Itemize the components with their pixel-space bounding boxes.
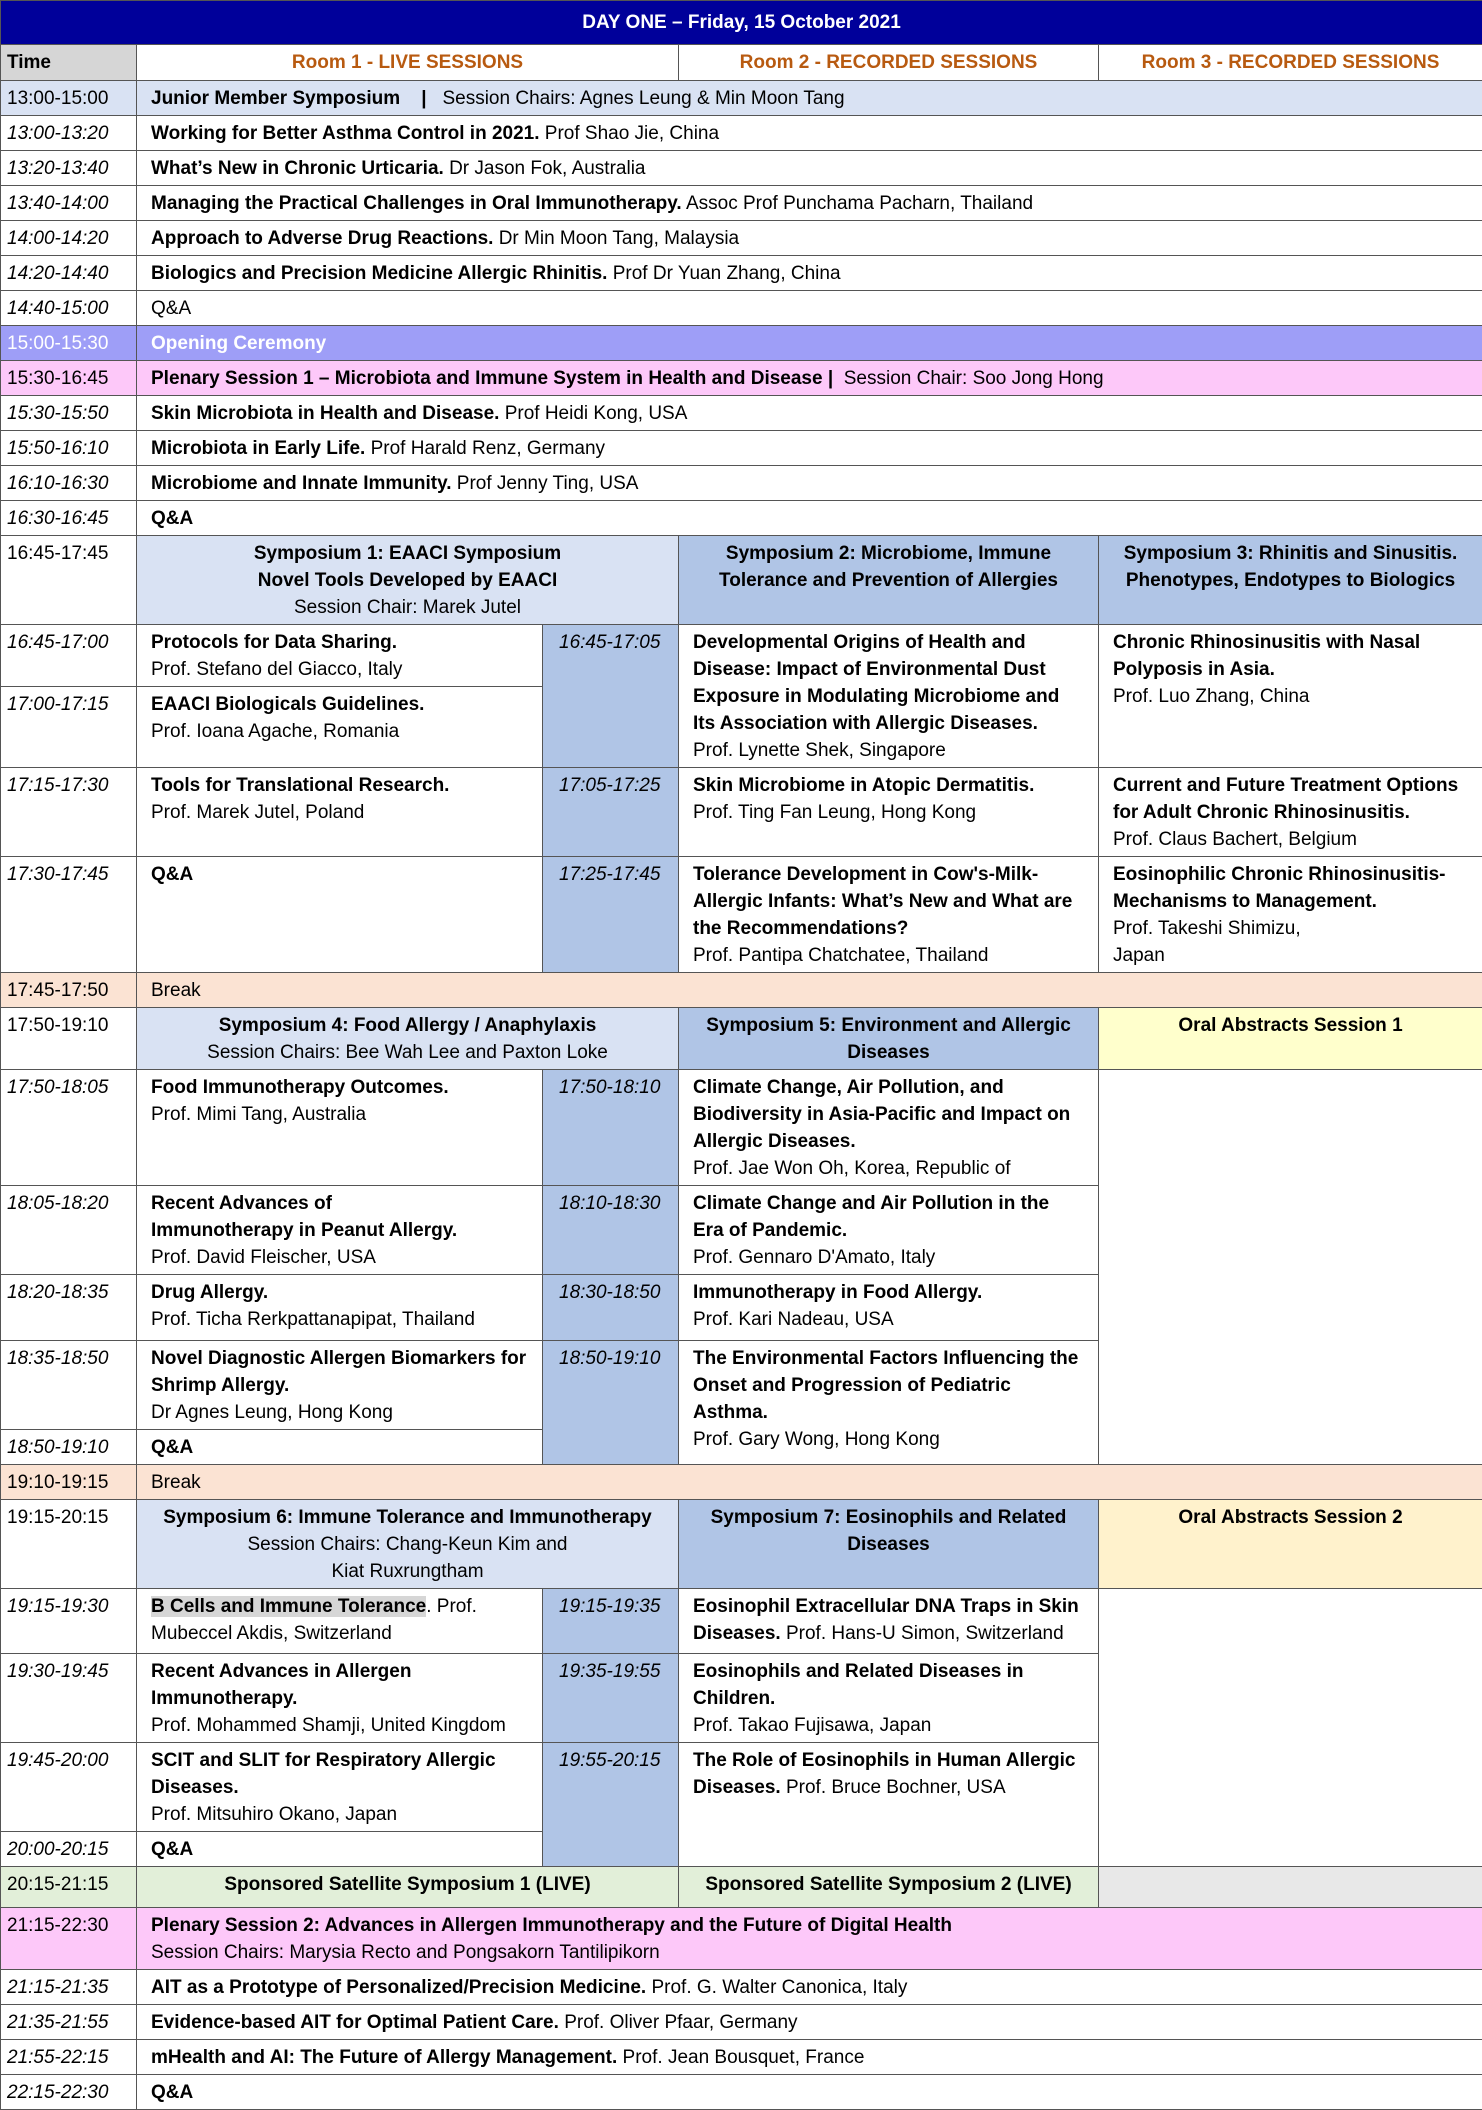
talk-speaker: Prof. Kari Nadeau, USA <box>693 1309 894 1330</box>
break-label: Break <box>137 973 1482 1008</box>
talk-title: Exposure in Modulating Microbiome and <box>693 686 1059 707</box>
symposium-7-header <box>679 1500 1099 1589</box>
talk-time: 16:45-17:00 <box>1 625 137 687</box>
talk-speaker: Prof. David Fleischer, USA <box>151 1247 376 1268</box>
talk-title-highlighted: B Cells and Immune Tolerance <box>151 1596 426 1617</box>
symposium-3-header <box>1099 536 1482 625</box>
symposium-title-line: Symposium 6: Immune Tolerance and Immunotherapy <box>163 1507 651 1528</box>
talk <box>137 2040 1482 2075</box>
talk-time: 18:20-18:35 <box>1 1275 137 1341</box>
talk <box>137 116 1482 151</box>
talk-speaker: Japan <box>1113 945 1165 966</box>
room2-talk-time: 19:55-20:15 <box>543 1743 679 1867</box>
talk <box>137 1186 543 1275</box>
oral-abstracts-1-header <box>1099 1008 1482 1070</box>
talk-title: Climate Change, Air Pollution, and <box>693 1077 1004 1098</box>
talk <box>137 687 543 768</box>
plenary-title <box>137 1908 1482 1970</box>
session-chairs: Session Chairs: Agnes Leung & Min Moon Tang <box>442 88 844 109</box>
talk-title: Shrimp Allergy. <box>151 1375 289 1396</box>
talk <box>137 768 543 857</box>
symposium-title-line: Phenotypes, Endotypes to Biologics <box>1126 570 1455 591</box>
break-time: 19:10-19:15 <box>1 1465 137 1500</box>
symposium-title-line: Diseases <box>847 1042 929 1063</box>
talk-title: Working for Better Asthma Control in 2021. <box>151 123 540 144</box>
room2-talk-time: 18:30-18:50 <box>543 1275 679 1341</box>
talk-speaker: Prof. Jae Won Oh, Korea, Republic of <box>693 1158 1011 1179</box>
talk-title: Immunotherapy in Food Allergy. <box>693 1282 982 1303</box>
qa-text: Q&A <box>151 864 193 885</box>
session-time: 20:15-21:15 <box>1 1867 137 1908</box>
talk-speaker: Prof. Jean Bousquet, France <box>623 2047 865 2068</box>
talk <box>137 221 1482 256</box>
talk <box>137 431 1482 466</box>
talk-speaker: Prof. Ting Fan Leung, Hong Kong <box>693 802 976 823</box>
separator: | <box>421 88 426 109</box>
session-time: 16:45-17:45 <box>1 536 137 625</box>
talk <box>1099 625 1482 768</box>
talk-title: What’s New in Chronic Urticaria. <box>151 158 444 179</box>
talk-speaker: Prof. Oliver Pfaar, Germany <box>564 2012 797 2033</box>
symposium-title-line: Symposium 4: Food Allergy / Anaphylaxis <box>219 1015 597 1036</box>
talk <box>137 466 1482 501</box>
talk-speaker: Prof. Gary Wong, Hong Kong <box>693 1429 940 1450</box>
separator: | <box>828 368 833 389</box>
talk <box>137 396 1482 431</box>
qa-label <box>137 1832 543 1867</box>
talk-time: 22:15-22:30 <box>1 2075 137 2110</box>
qa-text: Q&A <box>151 508 193 529</box>
session-time: 13:00-15:00 <box>1 81 137 116</box>
talk-speaker: Prof. Gennaro D'Amato, Italy <box>693 1247 935 1268</box>
session-chair: Session Chair: Marek Jutel <box>294 597 521 618</box>
symposium-5-header <box>679 1008 1099 1070</box>
talk-time: 17:30-17:45 <box>1 857 137 973</box>
plenary-title <box>137 361 1482 396</box>
symposium-title-line: Symposium 1: EAACI Symposium <box>254 543 561 564</box>
opening-ceremony: Opening Ceremony <box>137 326 1482 361</box>
talk-title: Children. <box>693 1688 775 1709</box>
talk <box>137 1970 1482 2005</box>
qa-label: Q&A <box>137 291 1482 326</box>
oral-abstracts-2-header <box>1099 1500 1482 1589</box>
talk-title: Evidence-based AIT for Optimal Patient Care. <box>151 2012 559 2033</box>
room2-talk-time: 18:10-18:30 <box>543 1186 679 1275</box>
talk-title: Tools for Translational Research. <box>151 775 449 796</box>
talk-time: 14:00-14:20 <box>1 221 137 256</box>
talk-title: Diseases. <box>693 1777 781 1798</box>
talk-speaker: Prof. Pantipa Chatchatee, Thailand <box>693 945 988 966</box>
talk-speaker: Mubeccel Akdis, Switzerland <box>151 1623 392 1644</box>
talk-title: The Role of Eosinophils in Human Allergic <box>693 1750 1076 1771</box>
talk-title: the Recommendations? <box>693 918 908 939</box>
talk-speaker: Dr Agnes Leung, Hong Kong <box>151 1402 393 1423</box>
talk-title: SCIT and SLIT for Respiratory Allergic <box>151 1750 496 1771</box>
talk-time: 13:20-13:40 <box>1 151 137 186</box>
talk <box>137 2005 1482 2040</box>
satellite-1 <box>137 1867 679 1908</box>
symposium-title-line: Tolerance and Prevention of Allergies <box>719 570 1058 591</box>
talk <box>137 1589 543 1654</box>
room2-talk-time: 19:35-19:55 <box>543 1654 679 1743</box>
talk-title: Immunotherapy. <box>151 1688 297 1709</box>
talk-title: Diseases. <box>693 1623 781 1644</box>
talk-speaker: Prof. Takao Fujisawa, Japan <box>693 1715 931 1736</box>
talk-speaker: Prof. G. Walter Canonica, Italy <box>651 1977 907 1998</box>
talk-title: Climate Change and Air Pollution in the <box>693 1193 1049 1214</box>
talk <box>679 1589 1099 1654</box>
time-column-header: Time <box>1 45 137 81</box>
talk-speaker: Prof Heidi Kong, USA <box>505 403 688 424</box>
talk-time: 17:50-18:05 <box>1 1070 137 1186</box>
satellite-title: Sponsored Satellite Symposium 2 (LIVE) <box>705 1874 1071 1895</box>
talk-speaker: Prof Jenny Ting, USA <box>457 473 639 494</box>
qa-label <box>137 1430 543 1465</box>
symposium-title-line: Diseases <box>847 1534 929 1555</box>
talk-title: Asthma. <box>693 1402 768 1423</box>
session-time: 15:00-15:30 <box>1 326 137 361</box>
talk-title: Allergic Diseases. <box>693 1131 856 1152</box>
talk-time: 18:50-19:10 <box>1 1430 137 1465</box>
talk-time: 21:35-21:55 <box>1 2005 137 2040</box>
talk-speaker: Prof. Hans-U Simon, Switzerland <box>786 1623 1064 1644</box>
talk-title: Onset and Progression of Pediatric <box>693 1375 1011 1396</box>
talk <box>679 1743 1099 1867</box>
talk-speaker: Prof. Ioana Agache, Romania <box>151 721 399 742</box>
talk <box>137 1341 543 1430</box>
talk-speaker: Assoc Prof Punchama Pacharn, Thailand <box>686 193 1033 214</box>
talk-speaker: Prof Shao Jie, China <box>545 123 719 144</box>
talk <box>679 768 1099 857</box>
oral-abstracts-1-body <box>1099 1070 1482 1465</box>
session-time: 19:15-20:15 <box>1 1500 137 1589</box>
plenary-name: Plenary Session 2: Advances in Allergen Immunotherapy and the Future of Digital Health <box>151 1915 952 1936</box>
talk-time: 17:00-17:15 <box>1 687 137 768</box>
satellite-2 <box>679 1867 1099 1908</box>
oral-abstracts-title: Oral Abstracts Session 2 <box>1178 1507 1402 1528</box>
talk-time: 13:00-13:20 <box>1 116 137 151</box>
room1-header: Room 1 - LIVE SESSIONS <box>137 45 679 81</box>
talk-speaker: Prof. Mimi Tang, Australia <box>151 1104 366 1125</box>
talk-speaker: Prof. Mitsuhiro Okano, Japan <box>151 1804 397 1825</box>
session-chairs: Session Chairs: Chang-Keun Kim and <box>247 1534 567 1555</box>
break-label: Break <box>137 1465 1482 1500</box>
talk-title: Approach to Adverse Drug Reactions. <box>151 228 493 249</box>
room2-talk-time: 18:50-19:10 <box>543 1341 679 1465</box>
talk-title: Eosinophil Extracellular DNA Traps in Skin <box>693 1596 1079 1617</box>
talk-title: Disease: Impact of Environmental Dust <box>693 659 1046 680</box>
symposium-title-line: Symposium 2: Microbiome, Immune <box>726 543 1051 564</box>
talk <box>679 857 1099 973</box>
talk-title: Food Immunotherapy Outcomes. <box>151 1077 449 1098</box>
talk-speaker: Dr Jason Fok, Australia <box>449 158 645 179</box>
talk-time: 20:00-20:15 <box>1 1832 137 1867</box>
symposium-1-header <box>137 536 679 625</box>
qa-text: Q&A <box>151 1437 193 1458</box>
talk-time: 18:35-18:50 <box>1 1341 137 1430</box>
talk-speaker-prefix: . Prof. <box>426 1596 477 1617</box>
talk-title: Protocols for Data Sharing. <box>151 632 397 653</box>
talk <box>137 256 1482 291</box>
break-time: 17:45-17:50 <box>1 973 137 1008</box>
talk-title: mHealth and AI: The Future of Allergy Management. <box>151 2047 617 2068</box>
talk <box>679 1186 1099 1275</box>
talk-title: Microbiota in Early Life. <box>151 438 365 459</box>
talk-time: 18:05-18:20 <box>1 1186 137 1275</box>
session-time: 17:50-19:10 <box>1 1008 137 1070</box>
talk <box>679 625 1099 768</box>
talk-speaker: Prof. Lynette Shek, Singapore <box>693 740 946 761</box>
satellite-title: Sponsored Satellite Symposium 1 (LIVE) <box>224 1874 590 1895</box>
talk-time: 19:30-19:45 <box>1 1654 137 1743</box>
talk <box>1099 768 1482 857</box>
talk-speaker: Prof. Stefano del Giacco, Italy <box>151 659 402 680</box>
symposium-title-line: Novel Tools Developed by EAACI <box>258 570 557 591</box>
talk <box>137 1275 543 1341</box>
talk-time: 17:15-17:30 <box>1 768 137 857</box>
talk <box>1099 857 1482 973</box>
talk-time: 16:30-16:45 <box>1 501 137 536</box>
talk-title: Skin Microbiome in Atopic Dermatitis. <box>693 775 1034 796</box>
talk-time: 14:40-15:00 <box>1 291 137 326</box>
talk-title: Biodiversity in Asia-Pacific and Impact on <box>693 1104 1070 1125</box>
talk-title: EAACI Biologicals Guidelines. <box>151 694 424 715</box>
talk-time: 13:40-14:00 <box>1 186 137 221</box>
talk-title: Eosinophils and Related Diseases in <box>693 1661 1024 1682</box>
talk-title: AIT as a Prototype of Personalized/Precision Medicine. <box>151 1977 646 1998</box>
session-time: 21:15-22:30 <box>1 1908 137 1970</box>
talk <box>137 1743 543 1832</box>
talk-title: Mechanisms to Management. <box>1113 891 1377 912</box>
symposium-title-line: Symposium 3: Rhinitis and Sinusitis. <box>1124 543 1458 564</box>
talk-title: The Environmental Factors Influencing the <box>693 1348 1078 1369</box>
talk-title: Current and Future Treatment Options <box>1113 775 1458 796</box>
talk-speaker: Prof. Bruce Bochner, USA <box>786 1777 1006 1798</box>
room2-talk-time: 16:45-17:05 <box>543 625 679 768</box>
session-chairs: Session Chairs: Bee Wah Lee and Paxton Loke <box>207 1042 608 1063</box>
talk-title: Biologics and Precision Medicine Allergic Rhinitis. <box>151 263 607 284</box>
talk <box>679 1341 1099 1465</box>
talk-speaker: Prof. Claus Bachert, Belgium <box>1113 829 1357 850</box>
talk-time: 16:10-16:30 <box>1 466 137 501</box>
talk-title: Era of Pandemic. <box>693 1220 847 1241</box>
talk <box>137 1070 543 1186</box>
talk-time: 15:30-15:50 <box>1 396 137 431</box>
room2-talk-time: 17:25-17:45 <box>543 857 679 973</box>
talk-time: 21:55-22:15 <box>1 2040 137 2075</box>
talk-time: 19:15-19:30 <box>1 1589 137 1654</box>
session-name: Junior Member Symposium <box>151 88 400 109</box>
talk <box>137 186 1482 221</box>
talk-title: for Adult Chronic Rhinosinusitis. <box>1113 802 1410 823</box>
talk-title: Skin Microbiota in Health and Disease. <box>151 403 499 424</box>
empty-cell <box>1099 1867 1482 1908</box>
talk-title: Allergic Infants: What’s New and What are <box>693 891 1072 912</box>
talk-time: 14:20-14:40 <box>1 256 137 291</box>
talk-title: Managing the Practical Challenges in Oral Immunotherapy. <box>151 193 682 214</box>
talk-title: Drug Allergy. <box>151 1282 268 1303</box>
symposium-4-header <box>137 1008 679 1070</box>
talk-title: Microbiome and Innate Immunity. <box>151 473 452 494</box>
talk-speaker: Prof Harald Renz, Germany <box>371 438 605 459</box>
plenary-name: Plenary Session 1 – Microbiota and Immune System in Health and Disease <box>151 368 823 389</box>
talk-title: Polyposis in Asia. <box>1113 659 1275 680</box>
talk <box>679 1275 1099 1341</box>
talk <box>679 1070 1099 1186</box>
room2-header: Room 2 - RECORDED SESSIONS <box>679 45 1099 81</box>
session-chair: Session Chair: Soo Jong Hong <box>844 368 1104 389</box>
talk <box>137 1654 543 1743</box>
oral-abstracts-2-body <box>1099 1589 1482 1867</box>
symposium-6-header <box>137 1500 679 1589</box>
talk-title: Recent Advances in Allergen <box>151 1661 411 1682</box>
qa-label <box>137 857 543 973</box>
session-chairs: Session Chairs: Marysia Recto and Pongsakorn Tantilipikorn <box>151 1942 660 1963</box>
talk-title: Eosinophilic Chronic Rhinosinusitis- <box>1113 864 1446 885</box>
room2-talk-time: 17:50-18:10 <box>543 1070 679 1186</box>
talk-speaker: Prof. Takeshi Shimizu, <box>1113 918 1301 939</box>
talk-speaker: Prof. Luo Zhang, China <box>1113 686 1309 707</box>
session-title <box>137 81 1482 116</box>
day-banner: DAY ONE – Friday, 15 October 2021 <box>1 1 1482 45</box>
talk-title: Recent Advances of <box>151 1193 332 1214</box>
qa-text: Q&A <box>151 1839 193 1860</box>
session-chairs: Kiat Ruxrungtham <box>331 1561 483 1582</box>
symposium-title-line: Symposium 7: Eosinophils and Related <box>711 1507 1067 1528</box>
room2-talk-time: 17:05-17:25 <box>543 768 679 857</box>
talk <box>679 1654 1099 1743</box>
talk-time: 21:15-21:35 <box>1 1970 137 2005</box>
talk-title: Developmental Origins of Health and <box>693 632 1026 653</box>
talk-title: Novel Diagnostic Allergen Biomarkers for <box>151 1348 526 1369</box>
talk <box>137 625 543 687</box>
symposium-2-header <box>679 536 1099 625</box>
oral-abstracts-title: Oral Abstracts Session 1 <box>1178 1015 1402 1036</box>
talk-title: Chronic Rhinosinusitis with Nasal <box>1113 632 1420 653</box>
talk-title: Its Association with Allergic Diseases. <box>693 713 1038 734</box>
talk-speaker: Prof Dr Yuan Zhang, China <box>613 263 841 284</box>
talk-title: Immunotherapy in Peanut Allergy. <box>151 1220 457 1241</box>
room3-header: Room 3 - RECORDED SESSIONS <box>1099 45 1482 81</box>
session-time: 15:30-16:45 <box>1 361 137 396</box>
qa-label <box>137 501 1482 536</box>
talk-speaker: Prof. Ticha Rerkpattanapipat, Thailand <box>151 1309 475 1330</box>
talk <box>137 151 1482 186</box>
qa-text: Q&A <box>151 2082 193 2103</box>
talk-time: 19:45-20:00 <box>1 1743 137 1832</box>
qa-label <box>137 2075 1482 2110</box>
talk-speaker: Dr Min Moon Tang, Malaysia <box>499 228 739 249</box>
symposium-title-line: Symposium 5: Environment and Allergic <box>706 1015 1071 1036</box>
talk-time: 15:50-16:10 <box>1 431 137 466</box>
room2-talk-time: 19:15-19:35 <box>543 1589 679 1654</box>
talk-title: Diseases. <box>151 1777 239 1798</box>
talk-title: Tolerance Development in Cow's-Milk- <box>693 864 1038 885</box>
talk-speaker: Prof. Mohammed Shamji, United Kingdom <box>151 1715 506 1736</box>
talk-speaker: Prof. Marek Jutel, Poland <box>151 802 364 823</box>
